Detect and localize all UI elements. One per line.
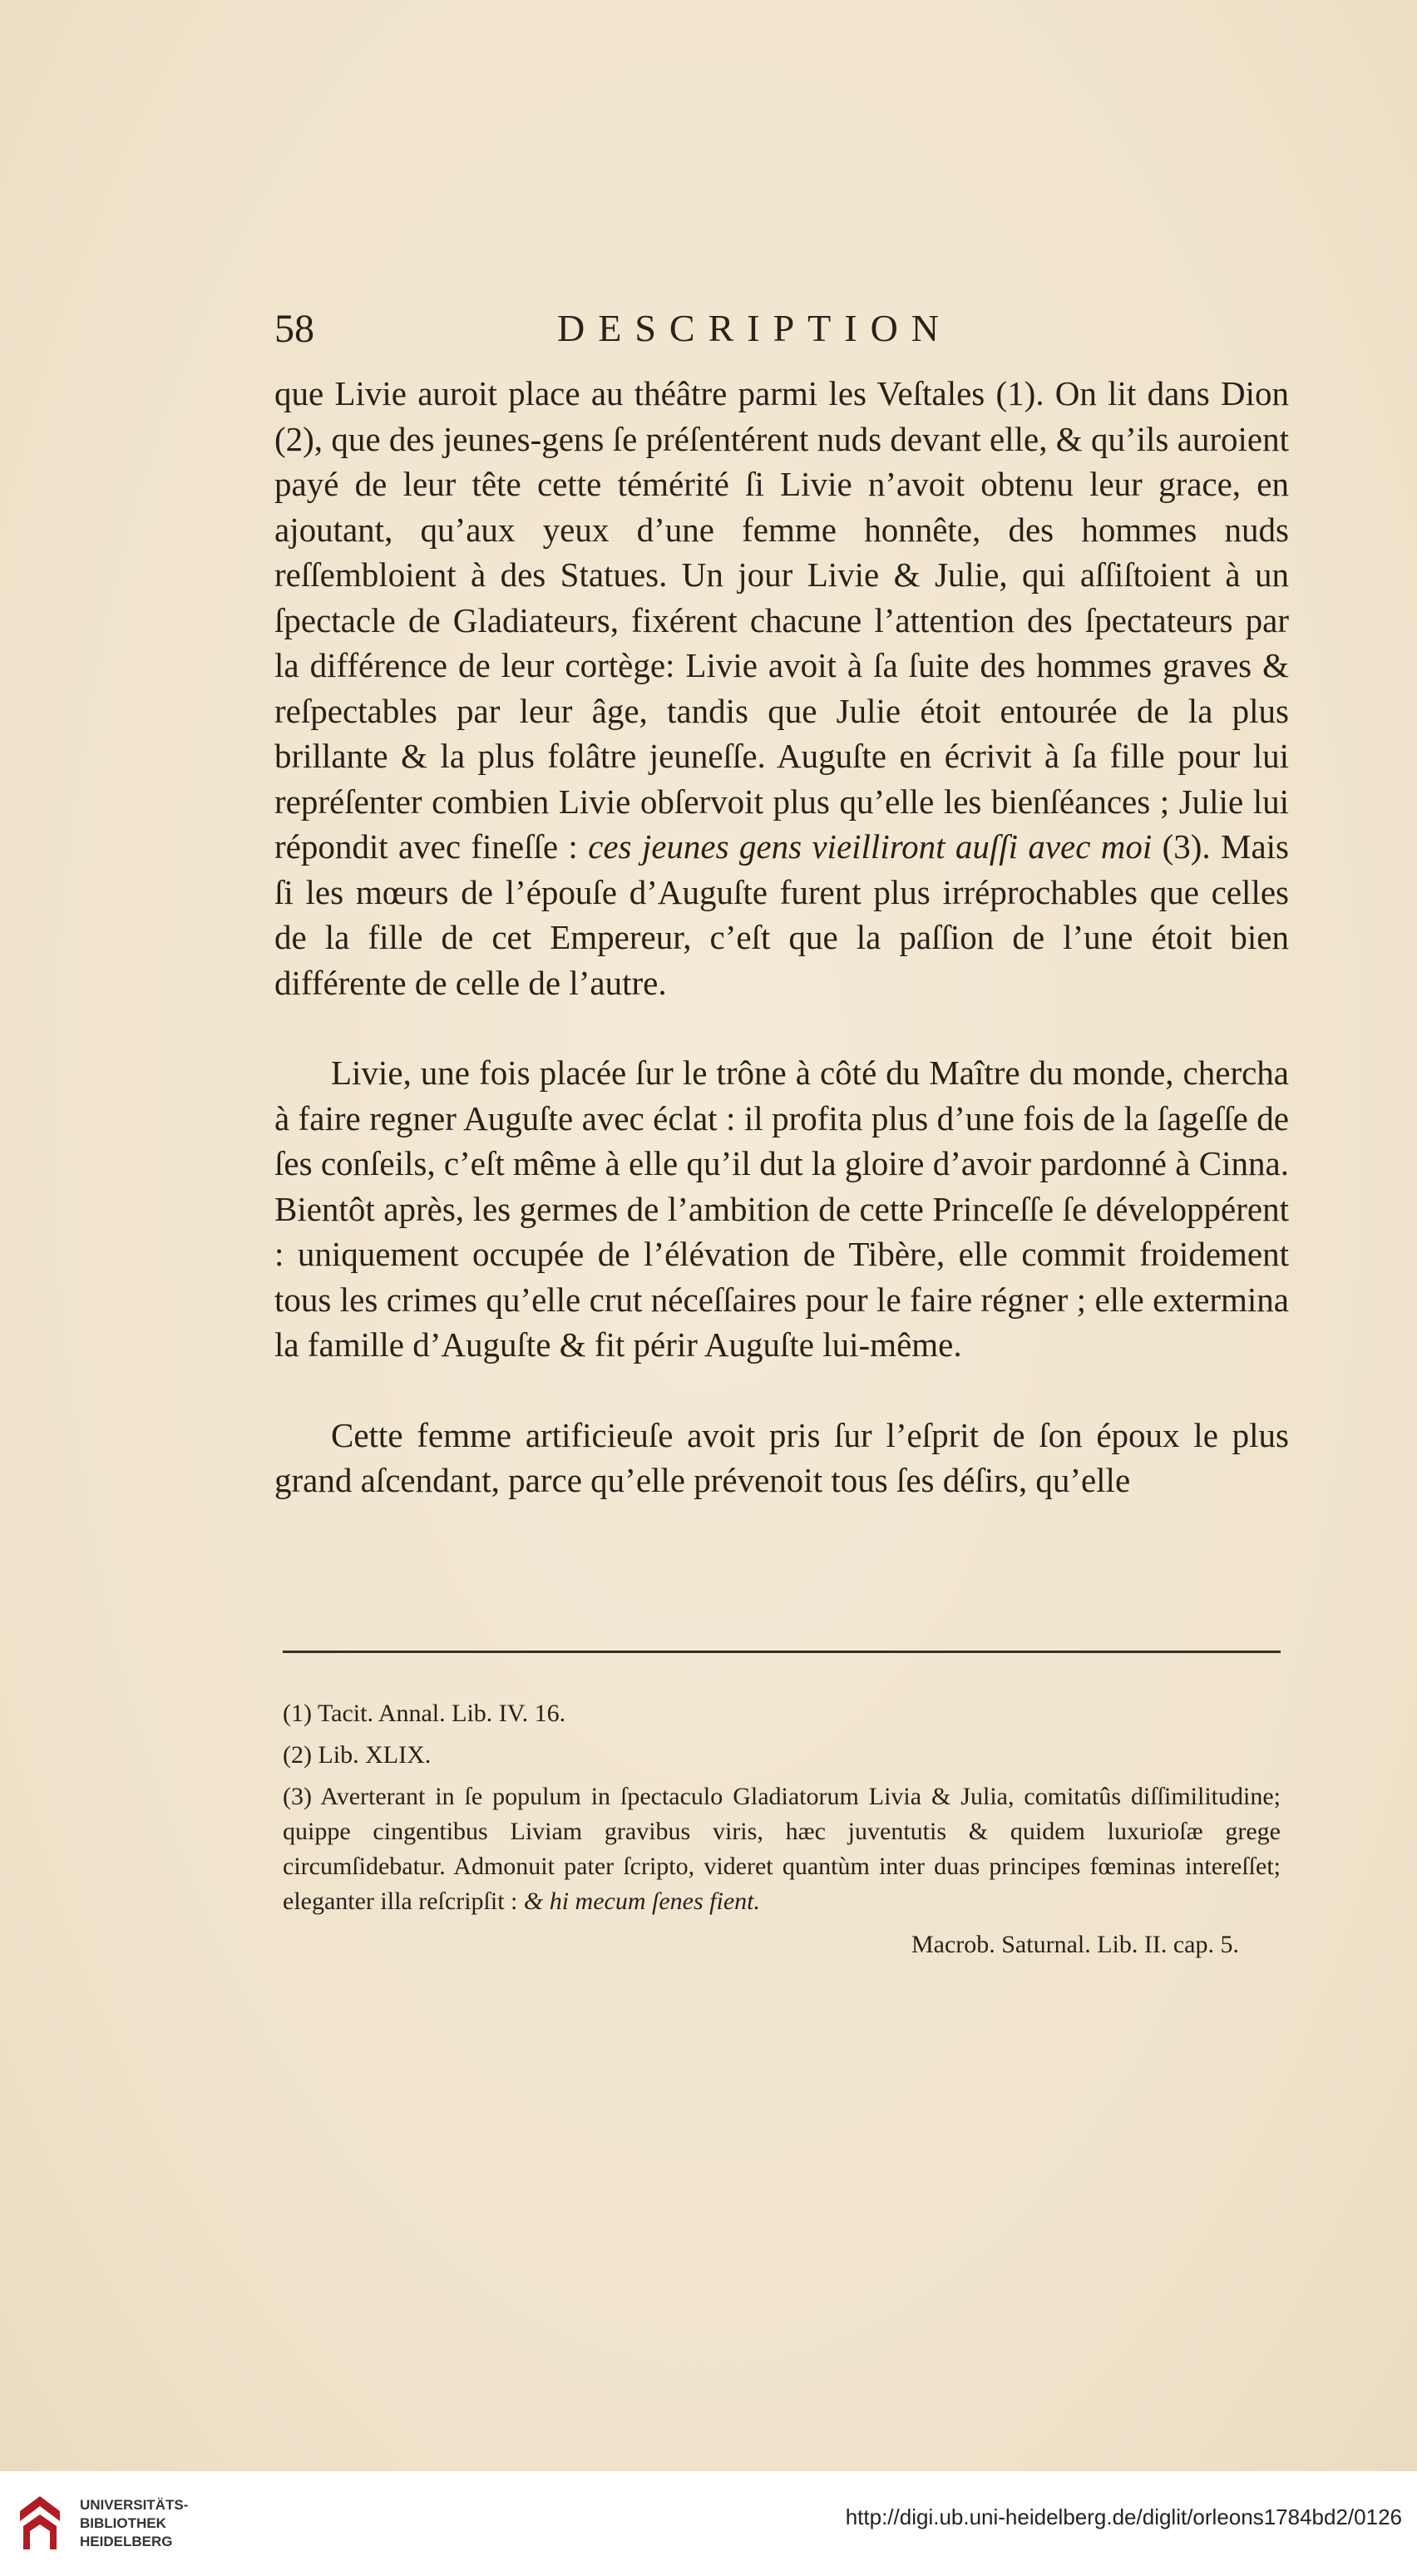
main-text [274, 371, 1289, 1503]
footnote-3 [283, 1779, 1281, 1919]
library-name [80, 2496, 188, 2551]
paragraph-1-end: (3). Mais ſi les mœurs de l’épouſe d’Auguſte furent plus irréprochables que celles de la fille de cet Empereur, c’eſt que la paſſion de l’une étoit bien différente de celle de l’autre. [274, 827, 1289, 1002]
footnote-2: (2) Lib. XLIX. [283, 1741, 432, 1769]
footnote-3-text: (3) Averterant in ſe populum in ſpectaculo Gladiatorum Livia & Julia, comitatûs diſſimilitudine; quippe cingentibus Liviam gravibus viris, hæc juventutis & quidem luxurioſæ grege circumſidebatur. Admonuit pater ſcripto, videret quantùm inter duas principes fœminas intereſſet; eleganter illa reſcripſit : [283, 1783, 1281, 1915]
footnote-attribution: Macrob. Saturnal. Lib. II. cap. 5. [911, 1931, 1239, 1958]
library-footer [0, 2471, 1417, 2576]
running-title: DESCRIPTION [557, 307, 953, 349]
footnotes [283, 1696, 1281, 1969]
permalink-url[interactable]: http://digi.ub.uni-heidelberg.de/diglit/orleons1784bd2/0126 [845, 2504, 1402, 2529]
paragraph-1-quote: ces jeunes gens vieilliront auſſi avec moi [588, 827, 1153, 866]
footnote-1: (1) Tacit. Annal. Lib. IV. 16. [283, 1700, 566, 1727]
library-name-line-1: UNIVERSITÄTS- [80, 2497, 189, 2513]
library-logo-icon [13, 2493, 67, 2553]
footnote-3-quote: & hi mecum ſenes fient. [523, 1888, 760, 1915]
paragraph-1-text: que Livie auroit place au théâtre parmi les Veſtales (1). On lit dans Dion (2), que des jeunes-gens ſe préſentérent nuds devant elle, & qu’ils auroient payé de leur tête cette témérité ſi Livie n’avoit obtenu leur grace, en ajoutant, qu’aux yeux d’une femme honnête, des hommes nuds reſſembloient à des Statues. Un jour Livie & Julie, qui aſſiſtoient à un ſpectacle de Gladiateurs, fixérent chacune l’attention des ſpectateurs par la différence de leur cortège: Livie avoit à ſa ſuite des hommes graves & reſpectables par leur âge, tandis que Julie étoit entourée de la plus brillante & la plus folâtre jeuneſſe. Auguſte en écrivit à ſa fille pour lui repréſenter combien Livie obſervoit plus qu’elle les bienſéances ; Julie lui répondit avec fineſſe : [274, 374, 1289, 866]
page-number: 58 [274, 307, 314, 351]
page-header [274, 306, 1148, 366]
library-name-line-2: BIBLIOTHEK [80, 2515, 166, 2531]
paragraph-3: Cette femme artificieuſe avoit pris ſur l’eſprit de ſon époux le plus grand aſcendant, parce qu’elle prévenoit tous ſes déſirs, qu’elle [274, 1415, 1289, 1499]
paragraph-2: Livie, une fois placée ſur le trône à côté du Maître du monde, chercha à faire regner Auguſte avec éclat : il profita plus d’une fois de la ſageſſe de ſes conſeils, c’eſt même à elle qu’il dut la gloire d’avoir pardonné à Cinna. Bientôt après, les germes de l’ambition de cette Princeſſe ſe développérent : uniquement occupée de l’élévation de Tibère, elle commit froidement tous les crimes qu’elle crut néceſſaires pour le faire régner ; elle extermina la famille d’Auguſte & fit périr Auguſte lui-même. [274, 1054, 1289, 1364]
library-name-line-3: HEIDELBERG [80, 2534, 173, 2549]
footnote-divider [283, 1651, 1281, 1653]
paragraph-1 [274, 371, 1289, 1005]
